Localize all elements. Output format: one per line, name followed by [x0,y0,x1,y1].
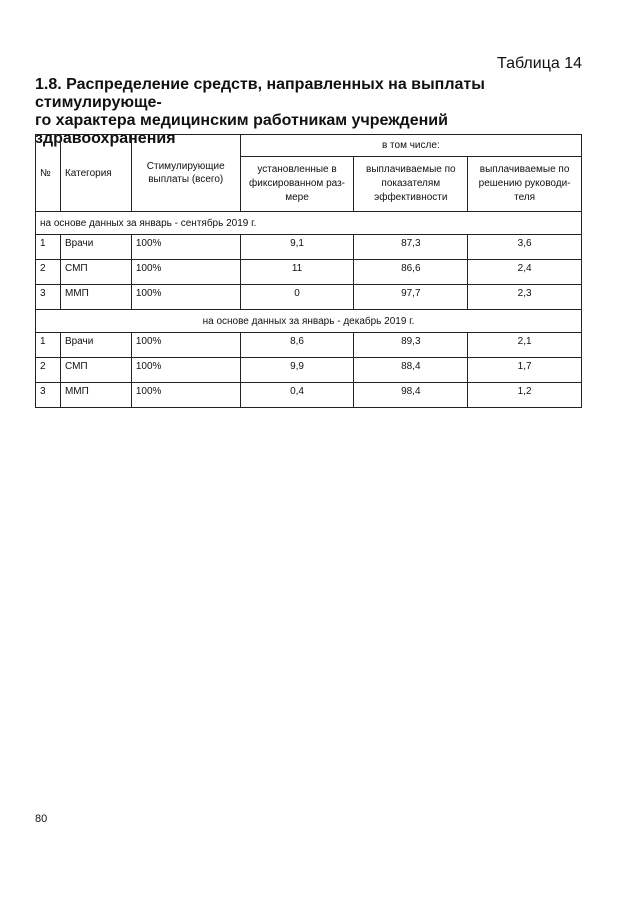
cell-fixed: 0,4 [240,383,354,408]
cell-total: 100% [131,285,240,310]
cell-manager: 2,1 [468,333,582,358]
table-row [36,260,582,285]
header-fixed: установленные в фиксированном раз-мере [240,156,354,211]
header-category: Категория [60,135,131,212]
cell-num: 2 [36,358,61,383]
cell-performance: 87,3 [354,235,468,260]
cell-num: 3 [36,285,61,310]
section-label-jan-sep: на основе данных за январь - сентябрь 2019 г. [36,212,582,235]
distribution-table [35,134,582,408]
section-title-line-2: го характера медицинским работникам учреждений здравоохранения [35,112,448,147]
header-performance: выплачиваемые по показателям эффективности [354,156,468,211]
section-row [36,212,582,235]
header-num: № [36,135,61,212]
header-total: Стимулирующие выплаты (всего) [131,135,240,212]
cell-category: Врачи [60,235,131,260]
cell-fixed: 11 [240,260,354,285]
cell-category: СМП [60,260,131,285]
cell-fixed: 8,6 [240,333,354,358]
cell-performance: 97,7 [354,285,468,310]
cell-num: 2 [36,260,61,285]
table-caption: Таблица 14 [497,55,582,72]
section-row [36,310,582,333]
cell-total: 100% [131,333,240,358]
header-row-top [36,135,582,157]
cell-category: ММП [60,383,131,408]
cell-category: Врачи [60,333,131,358]
cell-performance: 86,6 [354,260,468,285]
cell-num: 3 [36,383,61,408]
cell-manager: 1,7 [468,358,582,383]
cell-num: 1 [36,235,61,260]
cell-total: 100% [131,383,240,408]
table-row [36,235,582,260]
page-number: 80 [35,813,48,825]
cell-total: 100% [131,260,240,285]
header-group-including: в том числе: [240,135,581,157]
cell-manager: 3,6 [468,235,582,260]
cell-manager: 1,2 [468,383,582,408]
cell-num: 1 [36,333,61,358]
cell-total: 100% [131,235,240,260]
cell-fixed: 9,9 [240,358,354,383]
cell-manager: 2,4 [468,260,582,285]
header-manager: выплачиваемые по решению руководи-теля [468,156,582,211]
table-row [36,383,582,408]
cell-fixed: 0 [240,285,354,310]
table-row [36,285,582,310]
cell-category: СМП [60,358,131,383]
cell-category: ММП [60,285,131,310]
section-label-jan-dec: на основе данных за январь - декабрь 2019 г. [36,310,582,333]
cell-performance: 89,3 [354,333,468,358]
cell-fixed: 9,1 [240,235,354,260]
table-row [36,358,582,383]
cell-performance: 88,4 [354,358,468,383]
cell-manager: 2,3 [468,285,582,310]
cell-total: 100% [131,358,240,383]
table-row [36,333,582,358]
section-title-line-1: 1.8. Распределение средств, направленных на выплаты стимулирующе- [35,76,485,111]
cell-performance: 98,4 [354,383,468,408]
